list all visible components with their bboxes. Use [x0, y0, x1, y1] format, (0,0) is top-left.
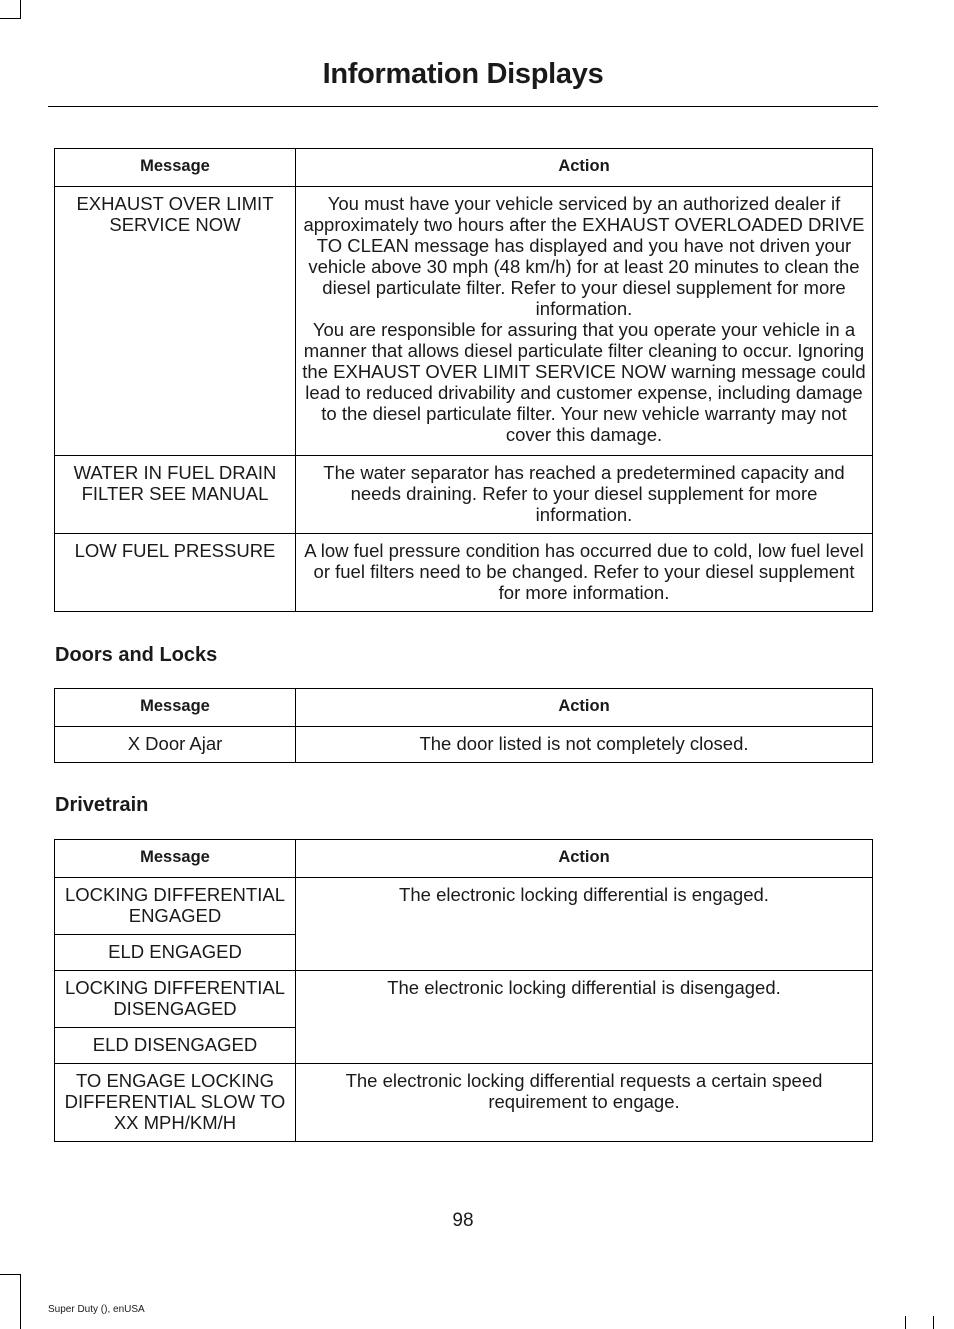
table-row: [55, 534, 873, 612]
document-info: Super Duty (), enUSA: [48, 1304, 145, 1315]
column-header-message: Message: [55, 689, 296, 727]
section-heading-doors-and-locks: Doors and Locks: [55, 644, 218, 666]
table-header-row: [55, 840, 873, 878]
table-row: [55, 187, 873, 456]
column-header-message: Message: [55, 149, 296, 187]
message-cell: WATER IN FUEL DRAIN FILTER SEE MANUAL: [55, 456, 296, 534]
doors-messages-table: [54, 688, 873, 763]
exhaust-messages-table: [54, 148, 873, 612]
table-row: [55, 727, 873, 763]
message-cell: ELD ENGAGED: [55, 935, 296, 971]
action-cell: A low fuel pressure condition has occurred due to cold, low fuel level or fuel filters need to be changed. Refer to your diesel supplement for more information.: [296, 534, 873, 612]
message-cell: EXHAUST OVER LIMIT SERVICE NOW: [55, 187, 296, 456]
action-cell: The water separator has reached a predetermined capacity and needs draining. Refer to your diesel supplement for more information.: [296, 456, 873, 534]
page-number: 98: [452, 1210, 474, 1231]
table-row: [55, 456, 873, 534]
crop-mark-bottom-left-h: [0, 1274, 21, 1275]
message-cell: X Door Ajar: [55, 727, 296, 763]
title-divider: [48, 106, 878, 107]
action-cell: The electronic locking differential is engaged.: [296, 878, 873, 971]
table-header-row: [55, 689, 873, 727]
message-cell: LOW FUEL PRESSURE: [55, 534, 296, 612]
action-paragraph: You must have your vehicle serviced by an authorized dealer if approximately two hours after the EXHAUST OVERLOADED DRIVE TO CLEAN message has displayed and you have not driven your vehicle above 30 mph (48 km/h) for at least 20 minutes to clean the diesel particulate filter. Refer to your diesel supplement for more information.: [303, 193, 865, 319]
action-paragraph: You are responsible for assuring that you operate your vehicle in a manner that allows diesel particulate filter cleaning to occur. Ignoring the EXHAUST OVER LIMIT SERVICE NOW warning message could lead to reduced drivability and customer expense, including damage to the diesel particulate filter. Your new vehicle warranty may not cover this damage.: [302, 319, 866, 445]
crop-mark-bottom-left-v: [20, 1274, 21, 1329]
column-header-action: Action: [296, 840, 873, 878]
column-header-message: Message: [55, 840, 296, 878]
column-header-action: Action: [296, 689, 873, 727]
action-cell: The electronic locking differential requests a certain speed requirement to engage.: [296, 1064, 873, 1142]
message-cell: LOCKING DIFFERENTIAL ENGAGED: [55, 878, 296, 935]
message-cell: LOCKING DIFFERENTIAL DISENGAGED: [55, 971, 296, 1028]
crop-mark-top-left-v: [20, 0, 21, 18]
crop-mark-bottom-right-v2: [933, 1316, 934, 1329]
message-cell: ELD DISENGAGED: [55, 1028, 296, 1064]
column-header-action: Action: [296, 149, 873, 187]
table-header-row: [55, 149, 873, 187]
page-title: Information Displays: [322, 58, 604, 90]
crop-mark-bottom-right-v1: [905, 1316, 906, 1329]
drivetrain-messages-table: [54, 839, 873, 1142]
action-cell: The door listed is not completely closed.: [296, 727, 873, 763]
table-row: [55, 878, 873, 935]
section-heading-drivetrain: Drivetrain: [55, 794, 149, 816]
table-row: [55, 971, 873, 1028]
action-cell: The electronic locking differential is disengaged.: [296, 971, 873, 1064]
table-row: [55, 1064, 873, 1142]
crop-mark-top-left-h: [0, 18, 21, 19]
action-cell: [296, 187, 873, 456]
message-cell: TO ENGAGE LOCKING DIFFERENTIAL SLOW TO XX MPH/KM/H: [55, 1064, 296, 1142]
